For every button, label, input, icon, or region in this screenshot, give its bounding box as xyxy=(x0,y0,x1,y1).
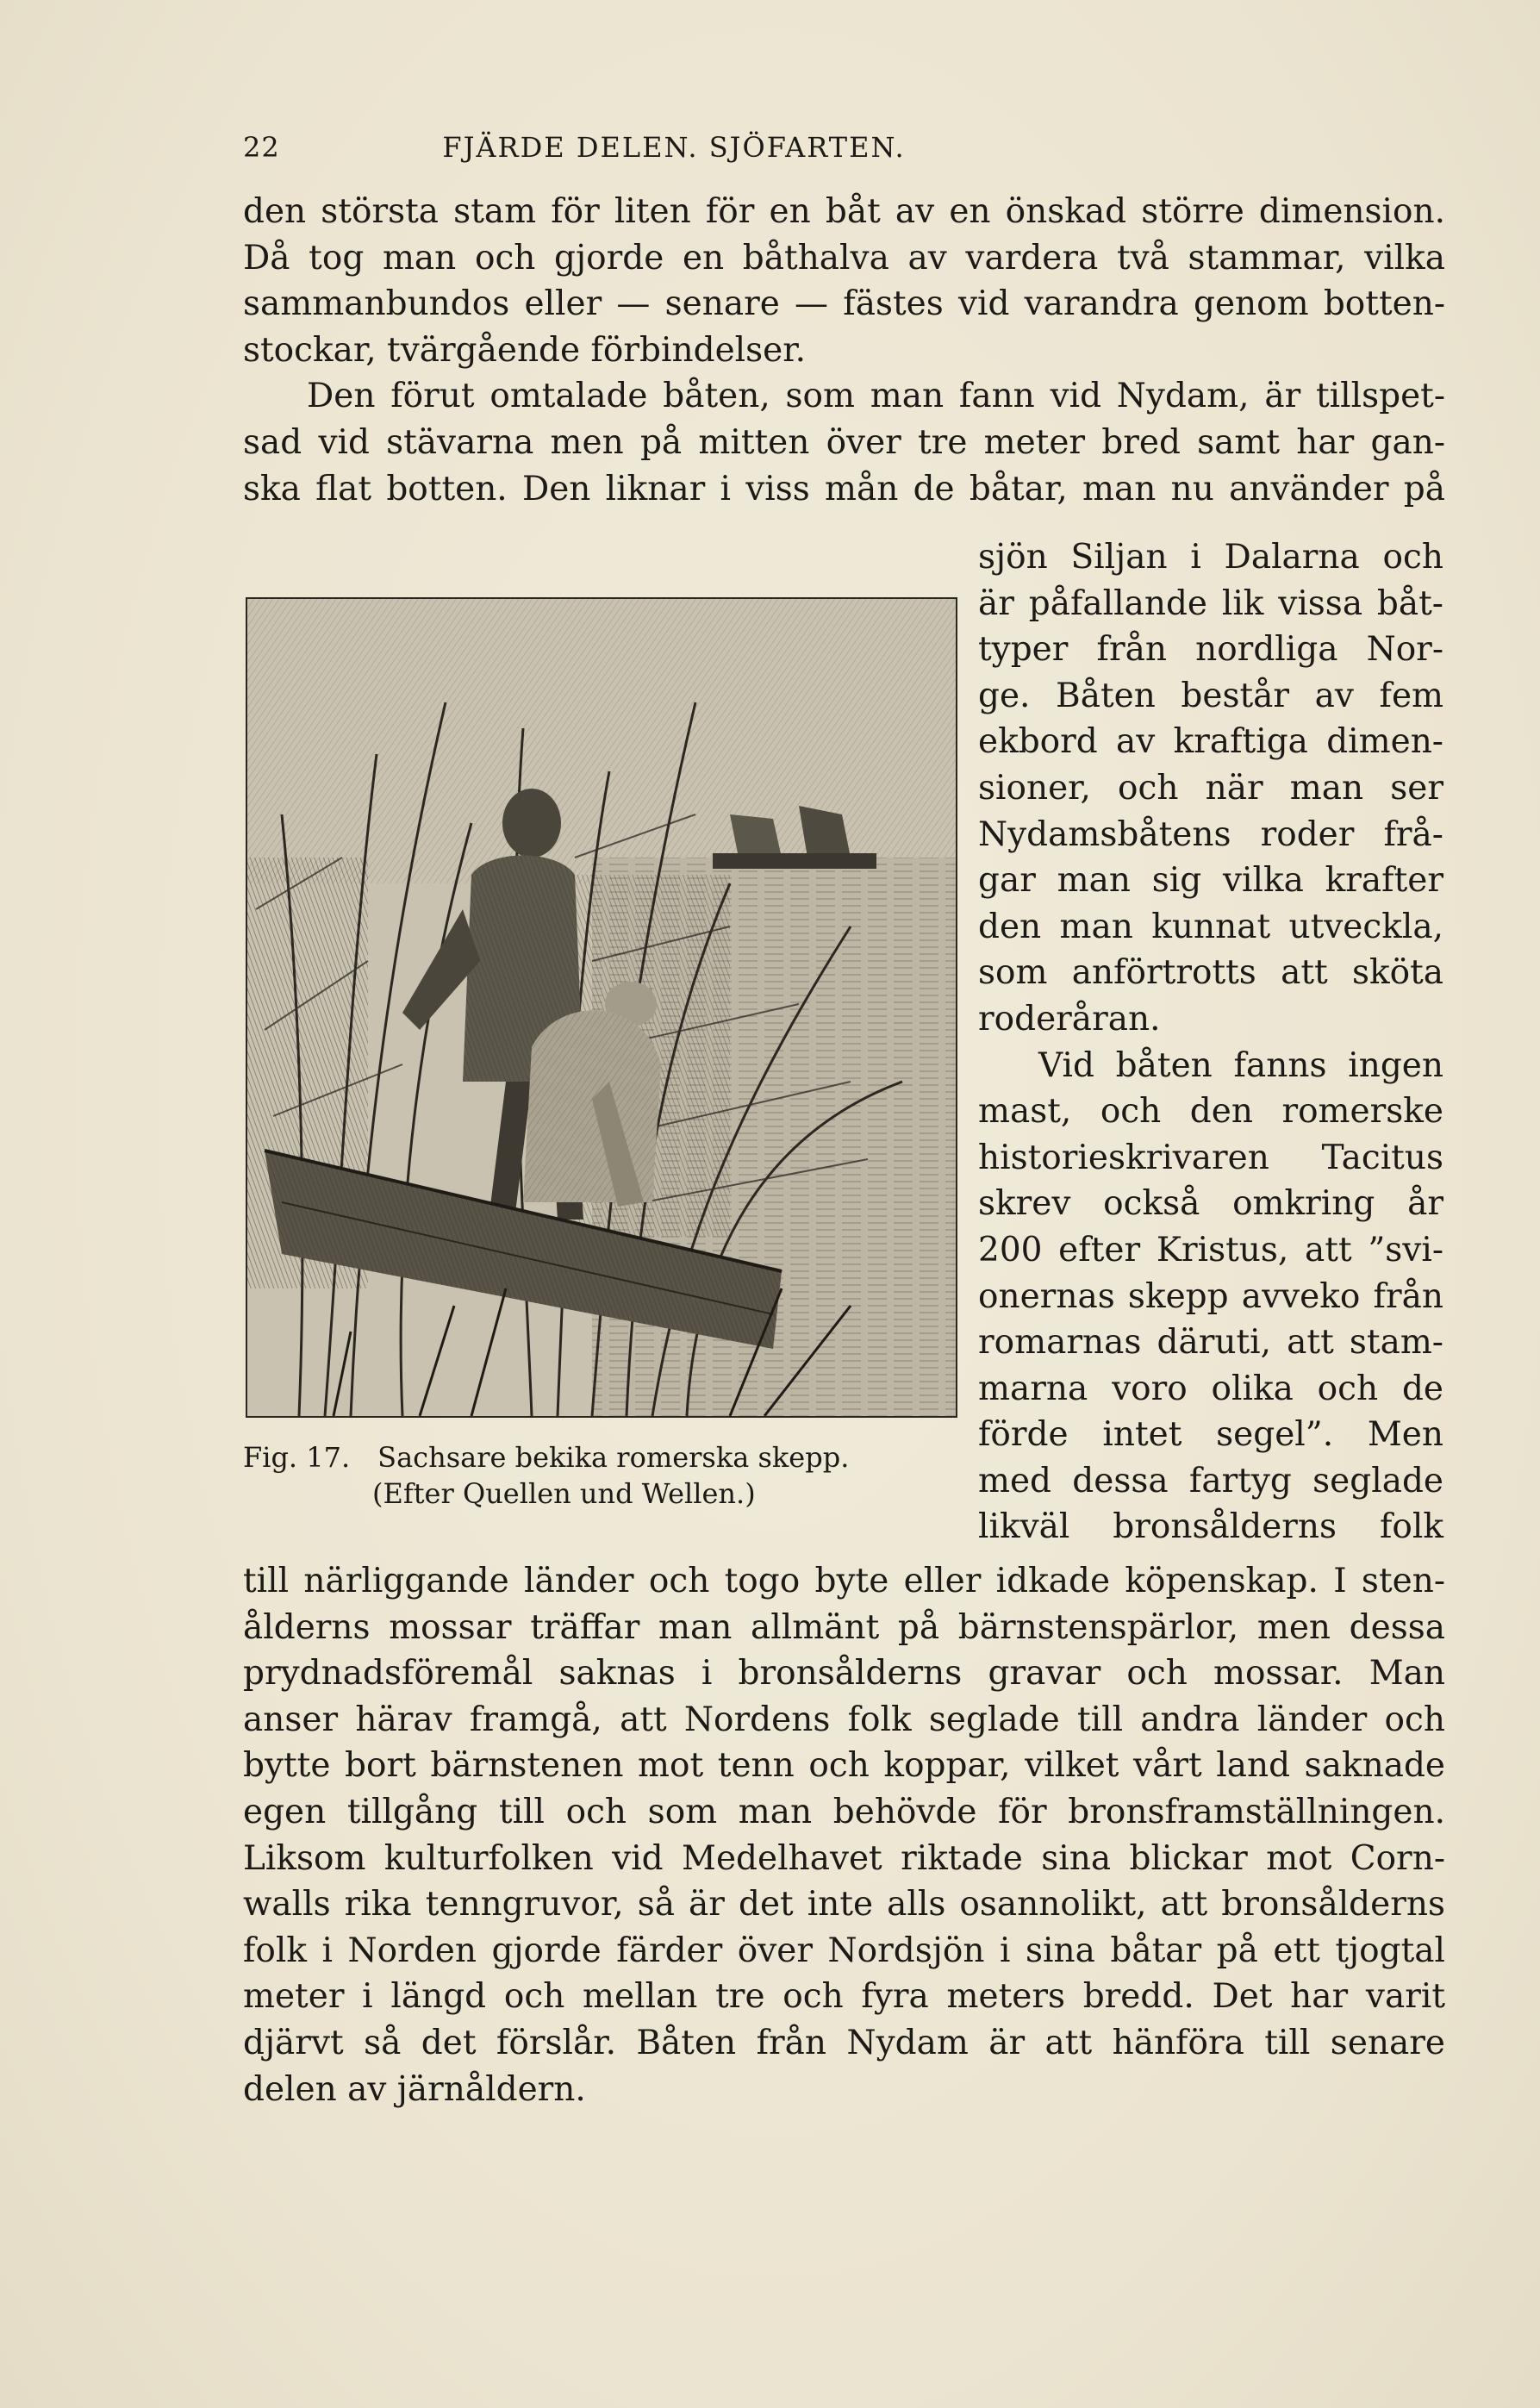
text-line: folk i Norden gjorde färder över Nordsjön i sina båtar på ett tjogtal xyxy=(243,1931,1445,1970)
body-text-bottom xyxy=(243,1558,1445,2112)
text-line: sioner, och när man ser xyxy=(978,768,1443,808)
text-line: den man kunnat utveckla, xyxy=(978,907,1443,946)
text-line: djärvt så det förslår. Båten från Nydam är att hänföra till senare xyxy=(243,2023,1445,2062)
figure-caption xyxy=(243,1439,958,1512)
figure-illustration xyxy=(246,597,957,1418)
text-line: Då tog man och gjorde en båthalva av vardera två stammar, vilka xyxy=(243,238,1445,278)
text-line: gar man sig vilka krafter xyxy=(978,861,1443,901)
text-line: mast, och den romerske xyxy=(978,1092,1443,1132)
text-line: Vid båten fanns ingen xyxy=(1038,1045,1443,1085)
text-line: som anförtrotts att sköta xyxy=(978,953,1443,993)
text-line: bytte bort bärnstenen mot tenn och koppar, vilket vårt land saknade xyxy=(243,1746,1445,1786)
text-line: skrev också omkring år xyxy=(978,1184,1443,1224)
text-line: Nydamsbåtens roder frå- xyxy=(978,814,1443,854)
text-line: Liksom kulturfolken vid Medelhavet riktade sina blickar mot Corn- xyxy=(243,1838,1445,1878)
body-text-top xyxy=(243,189,1445,512)
text-line: till närliggande länder och togo byte eller idkade köpenskap. I sten- xyxy=(243,1562,1445,1600)
text-line: anser härav framgå, att Nordens folk seglade till andra länder och xyxy=(243,1700,1445,1739)
text-line: onernas skepp avveko från xyxy=(978,1276,1443,1316)
page-number: 22 xyxy=(243,131,280,164)
text-line: är påfallande lik vissa båt- xyxy=(978,583,1443,623)
text-line: den största stam för liten för en båt av en önskad större dimension. xyxy=(243,192,1445,231)
page-header xyxy=(243,131,1441,171)
text-line: ska flat botten. Den liknar i viss mån de båtar, man nu använder på xyxy=(243,469,1445,508)
text-line: roderåran. xyxy=(978,999,1161,1039)
running-head: FJÄRDE DELEN. SJÖFARTEN. xyxy=(442,131,906,164)
text-line: ålderns mossar träffar man allmänt på bärnstenspärlor, men dessa xyxy=(243,1607,1445,1647)
text-line: sad vid stävarna men på mitten över tre meter bred samt har gan- xyxy=(243,422,1445,462)
text-line: sammanbundos eller — senare — fästes vid varandra genom botten- xyxy=(243,284,1445,324)
text-line: sjön Siljan i Dalarna och xyxy=(978,538,1443,577)
text-line: romarnas däruti, att stam- xyxy=(978,1323,1443,1363)
text-line: förde intet segel”. Men xyxy=(978,1415,1443,1455)
text-line: delen av järnåldern. xyxy=(243,2069,586,2109)
text-line: egen tillgång till och som man behövde för bronsframställningen. xyxy=(243,1792,1445,1831)
text-line: historieskrivaren Tacitus xyxy=(978,1138,1443,1177)
text-line: meter i längd och mellan tre och fyra meters bredd. Det har varit xyxy=(243,1977,1445,2017)
text-line: typer från nordliga Nor- xyxy=(978,630,1443,670)
text-line: ekbord av kraftiga dimen- xyxy=(978,722,1443,762)
text-line: 200 efter Kristus, att ”svi- xyxy=(978,1230,1443,1270)
text-line: med dessa fartyg seglade xyxy=(978,1461,1443,1500)
engraving-image xyxy=(247,599,956,1416)
text-line: Den förut omtalade båten, som man fann vid Nydam, är tillspet- xyxy=(307,377,1445,416)
figure-caption-text: Sachsare bekika romerska skepp. xyxy=(377,1441,850,1474)
figure-source: (Efter Quellen und Wellen.) xyxy=(372,1477,756,1510)
text-line: stockar, tvärgående förbindelser. xyxy=(243,330,806,370)
body-text-column xyxy=(978,534,1443,1550)
text-line: walls rika tenngruvor, så är det inte alls osannolikt, att bronsålderns xyxy=(243,1885,1445,1925)
text-line: prydnadsföremål saknas i bronsålderns gravar och mossar. Man xyxy=(243,1654,1445,1694)
figure-label: Fig. 17. xyxy=(243,1441,351,1474)
text-line: marna voro olika och de xyxy=(978,1369,1443,1408)
text-line: likväl bronsålderns folk xyxy=(978,1507,1443,1547)
text-line: ge. Båten består av fem xyxy=(978,676,1443,715)
